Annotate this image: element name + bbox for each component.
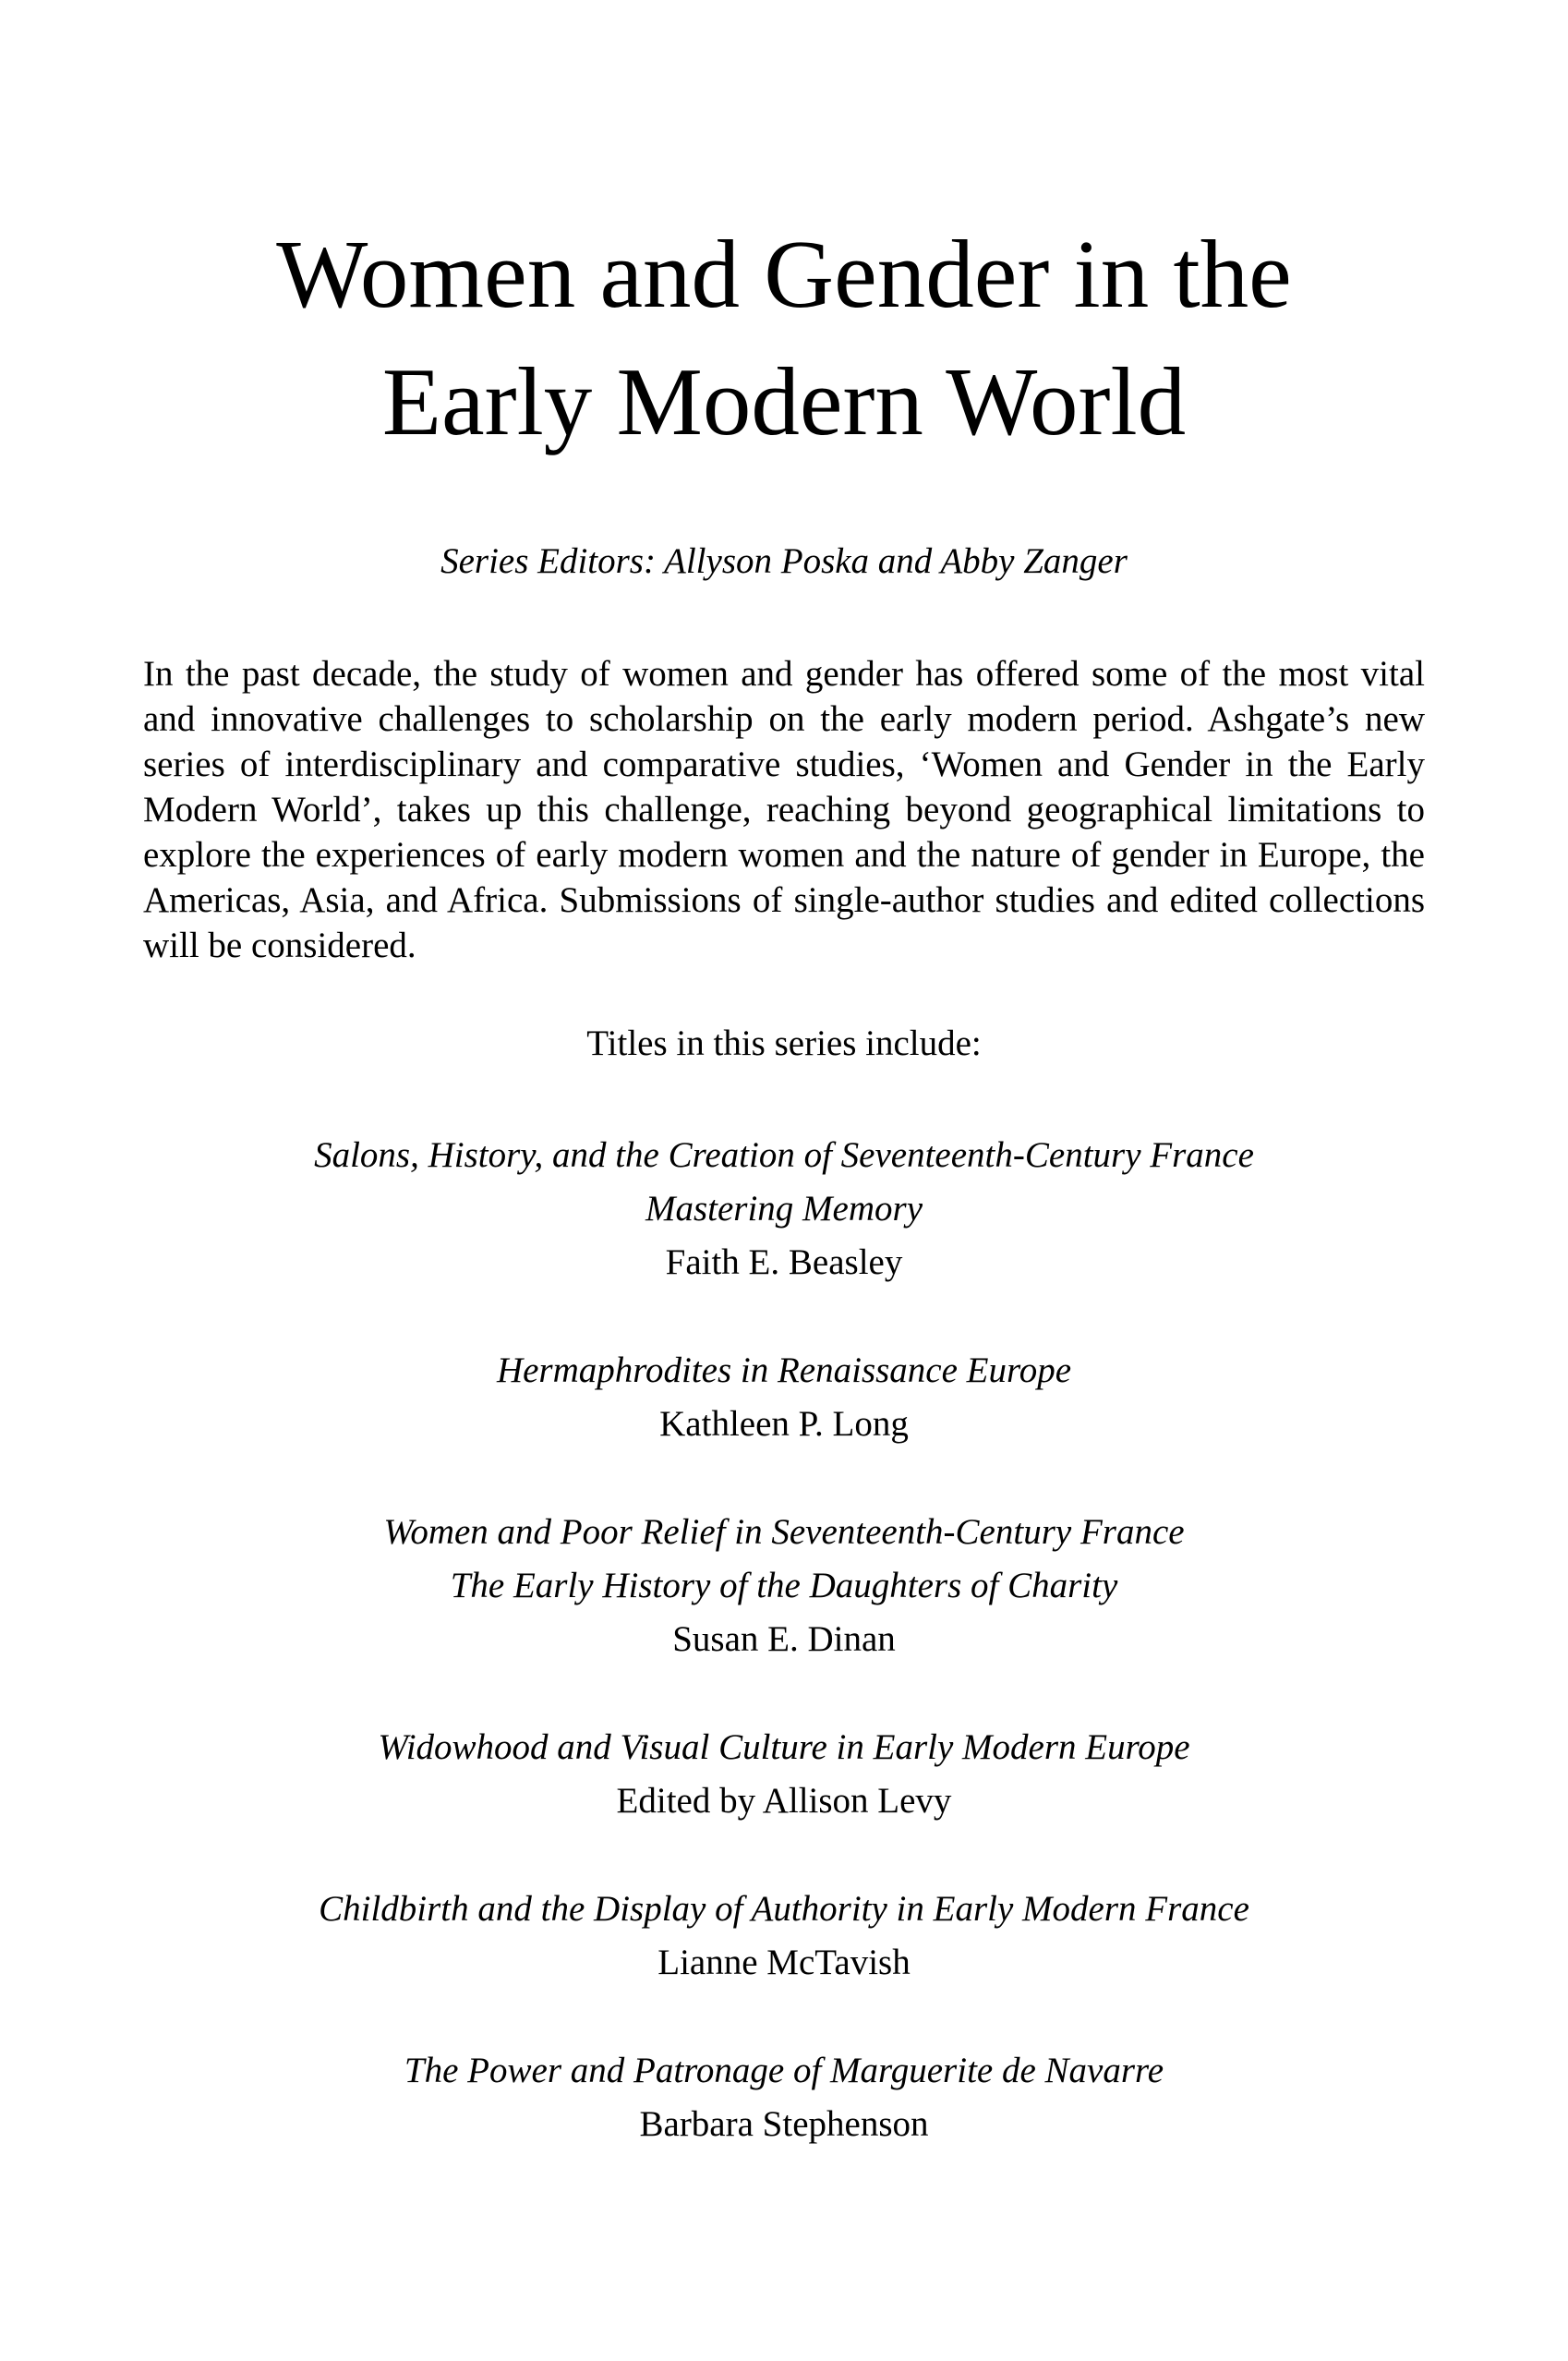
book-author: Susan E. Dinan [672,1619,896,1659]
book-title: Widowhood and Visual Culture in Early Modern Europe [378,1727,1190,1767]
book-entry [139,1721,1429,1828]
book-author: Edited by Allison Levy [616,1781,952,1821]
series-title [139,211,1429,466]
book-entry [139,1883,1429,1990]
book-author: Faith E. Beasley [665,1242,903,1282]
book-author: Kathleen P. Long [659,1404,909,1444]
titles-heading: Titles in this series include: [586,1023,982,1063]
book-entry [139,1506,1429,1666]
book-title: Childbirth and the Display of Authority in Early Modern France [319,1889,1249,1929]
series-title-line-1: Women and Gender in the [276,220,1292,328]
book-entry [139,2044,1429,2151]
series-editors: Series Editors: Allyson Poska and Abby Zanger [440,541,1128,581]
book-list [139,1129,1429,2206]
book-title: Hermaphrodites in Renaissance Europe [496,1350,1072,1390]
series-description: In the past decade, the study of women and gender has offered some of the most vital and innovative challenges to scholarship on the early modern period. Ashgate’s new series of interdisciplinary and comparative studies, ‘Women and Gender in the Early Modern World’, takes up this challenge, reaching beyond geographical limitations to explore the experiences of early modern women and the nature of gender in Europe, the Americas, Asia, and Africa. Submissions of single-author studies and edited collections will be considered. [143,654,1425,965]
book-title: Salons, History, and the Creation of Seventeenth-Century France [314,1135,1254,1175]
book-subtitle: Mastering Memory [645,1189,923,1229]
book-entry [139,1129,1429,1289]
book-subtitle: The Early History of the Daughters of Charity [450,1566,1118,1605]
book-entry [139,1344,1429,1451]
book-title: Women and Poor Relief in Seventeenth-Century France [383,1512,1185,1552]
book-title: The Power and Patronage of Marguerite de Navarre [404,2051,1164,2090]
book-author: Lianne McTavish [657,1943,911,1982]
book-author: Barbara Stephenson [639,2104,929,2144]
series-title-line-2: Early Modern World [381,347,1187,455]
